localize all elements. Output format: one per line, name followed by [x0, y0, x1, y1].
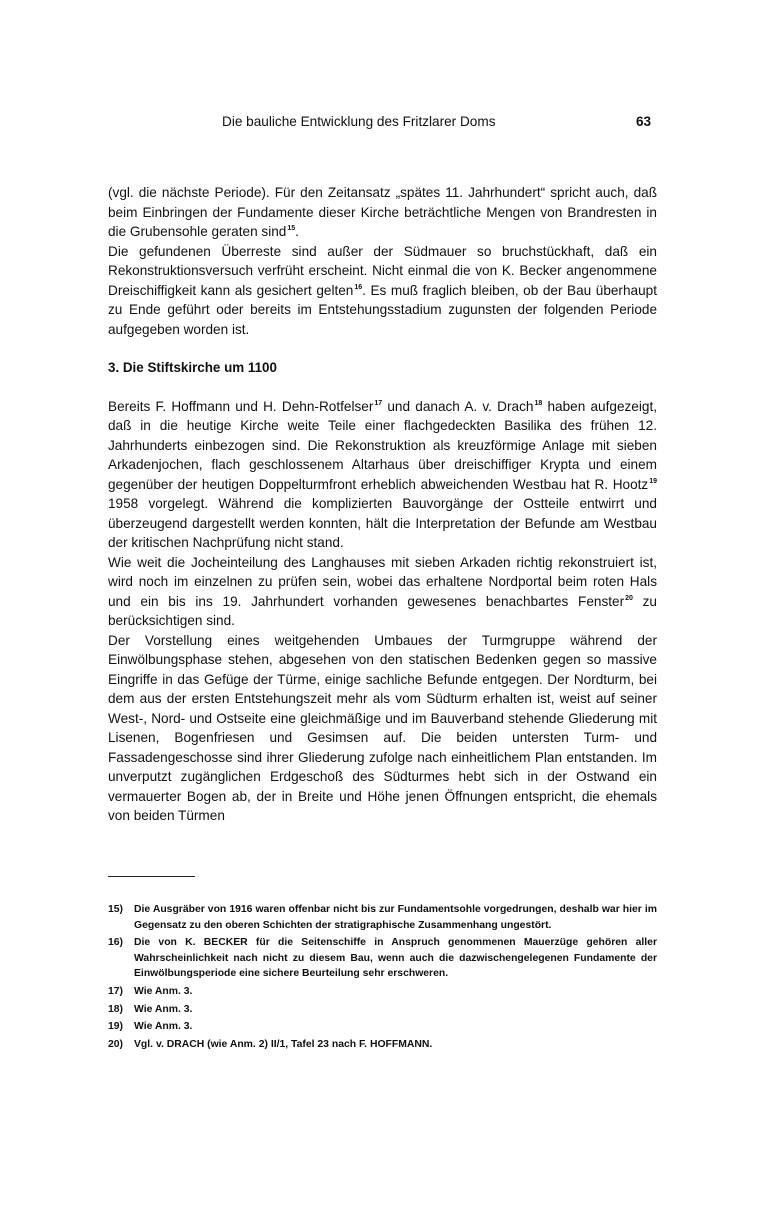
paragraph: Bereits F. Hoffmann und H. Dehn-Rotfelser$^{17}$ und danach A. v. Drach$^{18}$ haben aufgezeigt, daß in die heutige Kirche weite Teile einer flachgedeckten Basilika des frühen 12. Jahrhunderts einbezogen sind. Die Rekonstruktion als kreuzförmige Anlage mit sieben Arkadenjochen, flach geschlossenem Altarhaus über dreischiffiger Krypta und einem gegenüber der heutigen Doppelturmfront erheblich abweichenden Westbau hat R. Hootz$^{19}$ 1958 vorgelegt. Während die komplizierten Bauvorgänge der Ostteile entwirrt und überzeugend dargestellt werden konnten, hält die Interpretation der Befunde am Westbau der kritischen Nachprüfung nicht stand.: [108, 398, 657, 550]
main-text: [108, 183, 657, 826]
footnote-ref[interactable]: 19: [649, 477, 657, 485]
footnote-number: 18): [108, 1003, 124, 1015]
footnote: [108, 1002, 657, 1018]
footnote-number: 17): [108, 985, 124, 997]
footnote-divider: [108, 876, 195, 877]
paragraph: (vgl. die nächste Periode). Für den Zeitansatz „spätes 11. Jahrhundert“ spricht auch, daß beim Einbringen der Fundamente dieser Kirche beträchtliche Mengen von Brandresten in die Grubensohle geraten sind$^{15}$.: [108, 185, 657, 239]
footnote-number: 15): [108, 904, 124, 915]
paragraph: Die gefundenen Überreste sind außer der Südmauer so bruchstückhaft, daß ein Rekonstruktionsversuch verfrüht erscheint. Nicht einmal die von K. Becker angenommene Dreischiffigkeit kann als gesichert gelten$^{16}$. Es muß fraglich bleiben, ob der Bau überhaupt zu Ende geführt oder bereits im Entstehungsstadium zugunsten der folgenden Periode aufgegeben worden ist.: [108, 243, 657, 337]
page-number: 63: [636, 114, 652, 129]
footnote: [108, 984, 657, 1000]
running-title: Die bauliche Entwicklung des Fritzlarer Doms: [222, 114, 496, 129]
footnote-number: 19): [108, 1021, 124, 1033]
footnote-text: Wie Anm. 3.: [134, 1021, 193, 1033]
paragraph: Der Vorstellung eines weitgehenden Umbaues der Turmgruppe während der Einwölbungsphase stehen, abgesehen von den statischen Bedenken gegen so massive Eingriffe in das Gefüge der Türme, einige sachliche Befunde entgegen. Der Nordturm, bei dem aus der ersten Entstehungszeit mehr als vom Südturm erhalten ist, weist auf seiner West-, Nord- und Ostseite eine gleichmäßige und im Bauverband stehende Gliederung mit Lisenen, Bogenfriesen und Gesimsen auf. Die beiden untersten Turm- und Fassadengeschosse sind ihrer Gliederung zufolge nach einheitlichem Plan entstanden. Im unverputzt zugänglichen Erdgeschoß des Südturmes hebt sich in der Ostwand ein vermauerter Bogen ab, der in Breite und Höhe jenen Öffnungen entspricht, die ehemals von beiden Türmen: [108, 632, 657, 823]
footnote-ref[interactable]: 18: [534, 399, 543, 407]
footnote-text: Vgl. v. DRACH (wie Anm. 2) II/1, Tafel 23 nach F. HOFFMANN.: [134, 1038, 433, 1050]
section-heading: 3. Die Stiftskirche um 1100: [108, 360, 277, 375]
footnote-ref[interactable]: 15: [287, 225, 296, 232]
footnote-ref[interactable]: 20: [625, 594, 633, 602]
footnote: [108, 1037, 657, 1053]
footnote-text: Die Ausgräber von 1916 waren offenbar nicht bis zur Fundamentsohle vorgedrungen, deshalb war hier im Gegensatz zu den oberen Schichten der stratigraphische Zusammenhang ungestört.: [134, 904, 657, 931]
footnotes: [108, 902, 657, 1054]
paragraph: Wie weit die Jocheinteilung des Langhauses mit sieben Arkaden richtig rekonstruiert ist, wird noch im einzelnen zu prüfen sein, wobei das erhaltene Nordportal beim roten Hals und ein bis ins 19. Jahrhundert vorhanden gewesenes benachbartes Fenster$^{20}$ zu berücksichtigen sind.: [108, 554, 657, 628]
footnote-number: 16): [108, 937, 124, 949]
footnote-text: Wie Anm. 3.: [134, 985, 193, 997]
footnote-text: Die von K. BECKER für die Seitenschiffe in Anspruch genommenen Mauerzüge gehören aller Wahrscheinlichkeit nach nicht zu diesem Bau, wenn auch die dazwischengelegenen Fundamente der Einwölbungsperiode eine sichere Beurteilung sehr erschweren.: [134, 937, 657, 980]
footnote-number: 20): [108, 1038, 124, 1050]
footnote-ref[interactable]: 16: [354, 283, 363, 291]
footnote: [108, 1019, 657, 1035]
footnote: [108, 935, 657, 982]
footnote-ref[interactable]: 17: [374, 399, 383, 407]
footnote-text: Wie Anm. 3.: [134, 1003, 193, 1015]
footnote: [108, 902, 657, 933]
